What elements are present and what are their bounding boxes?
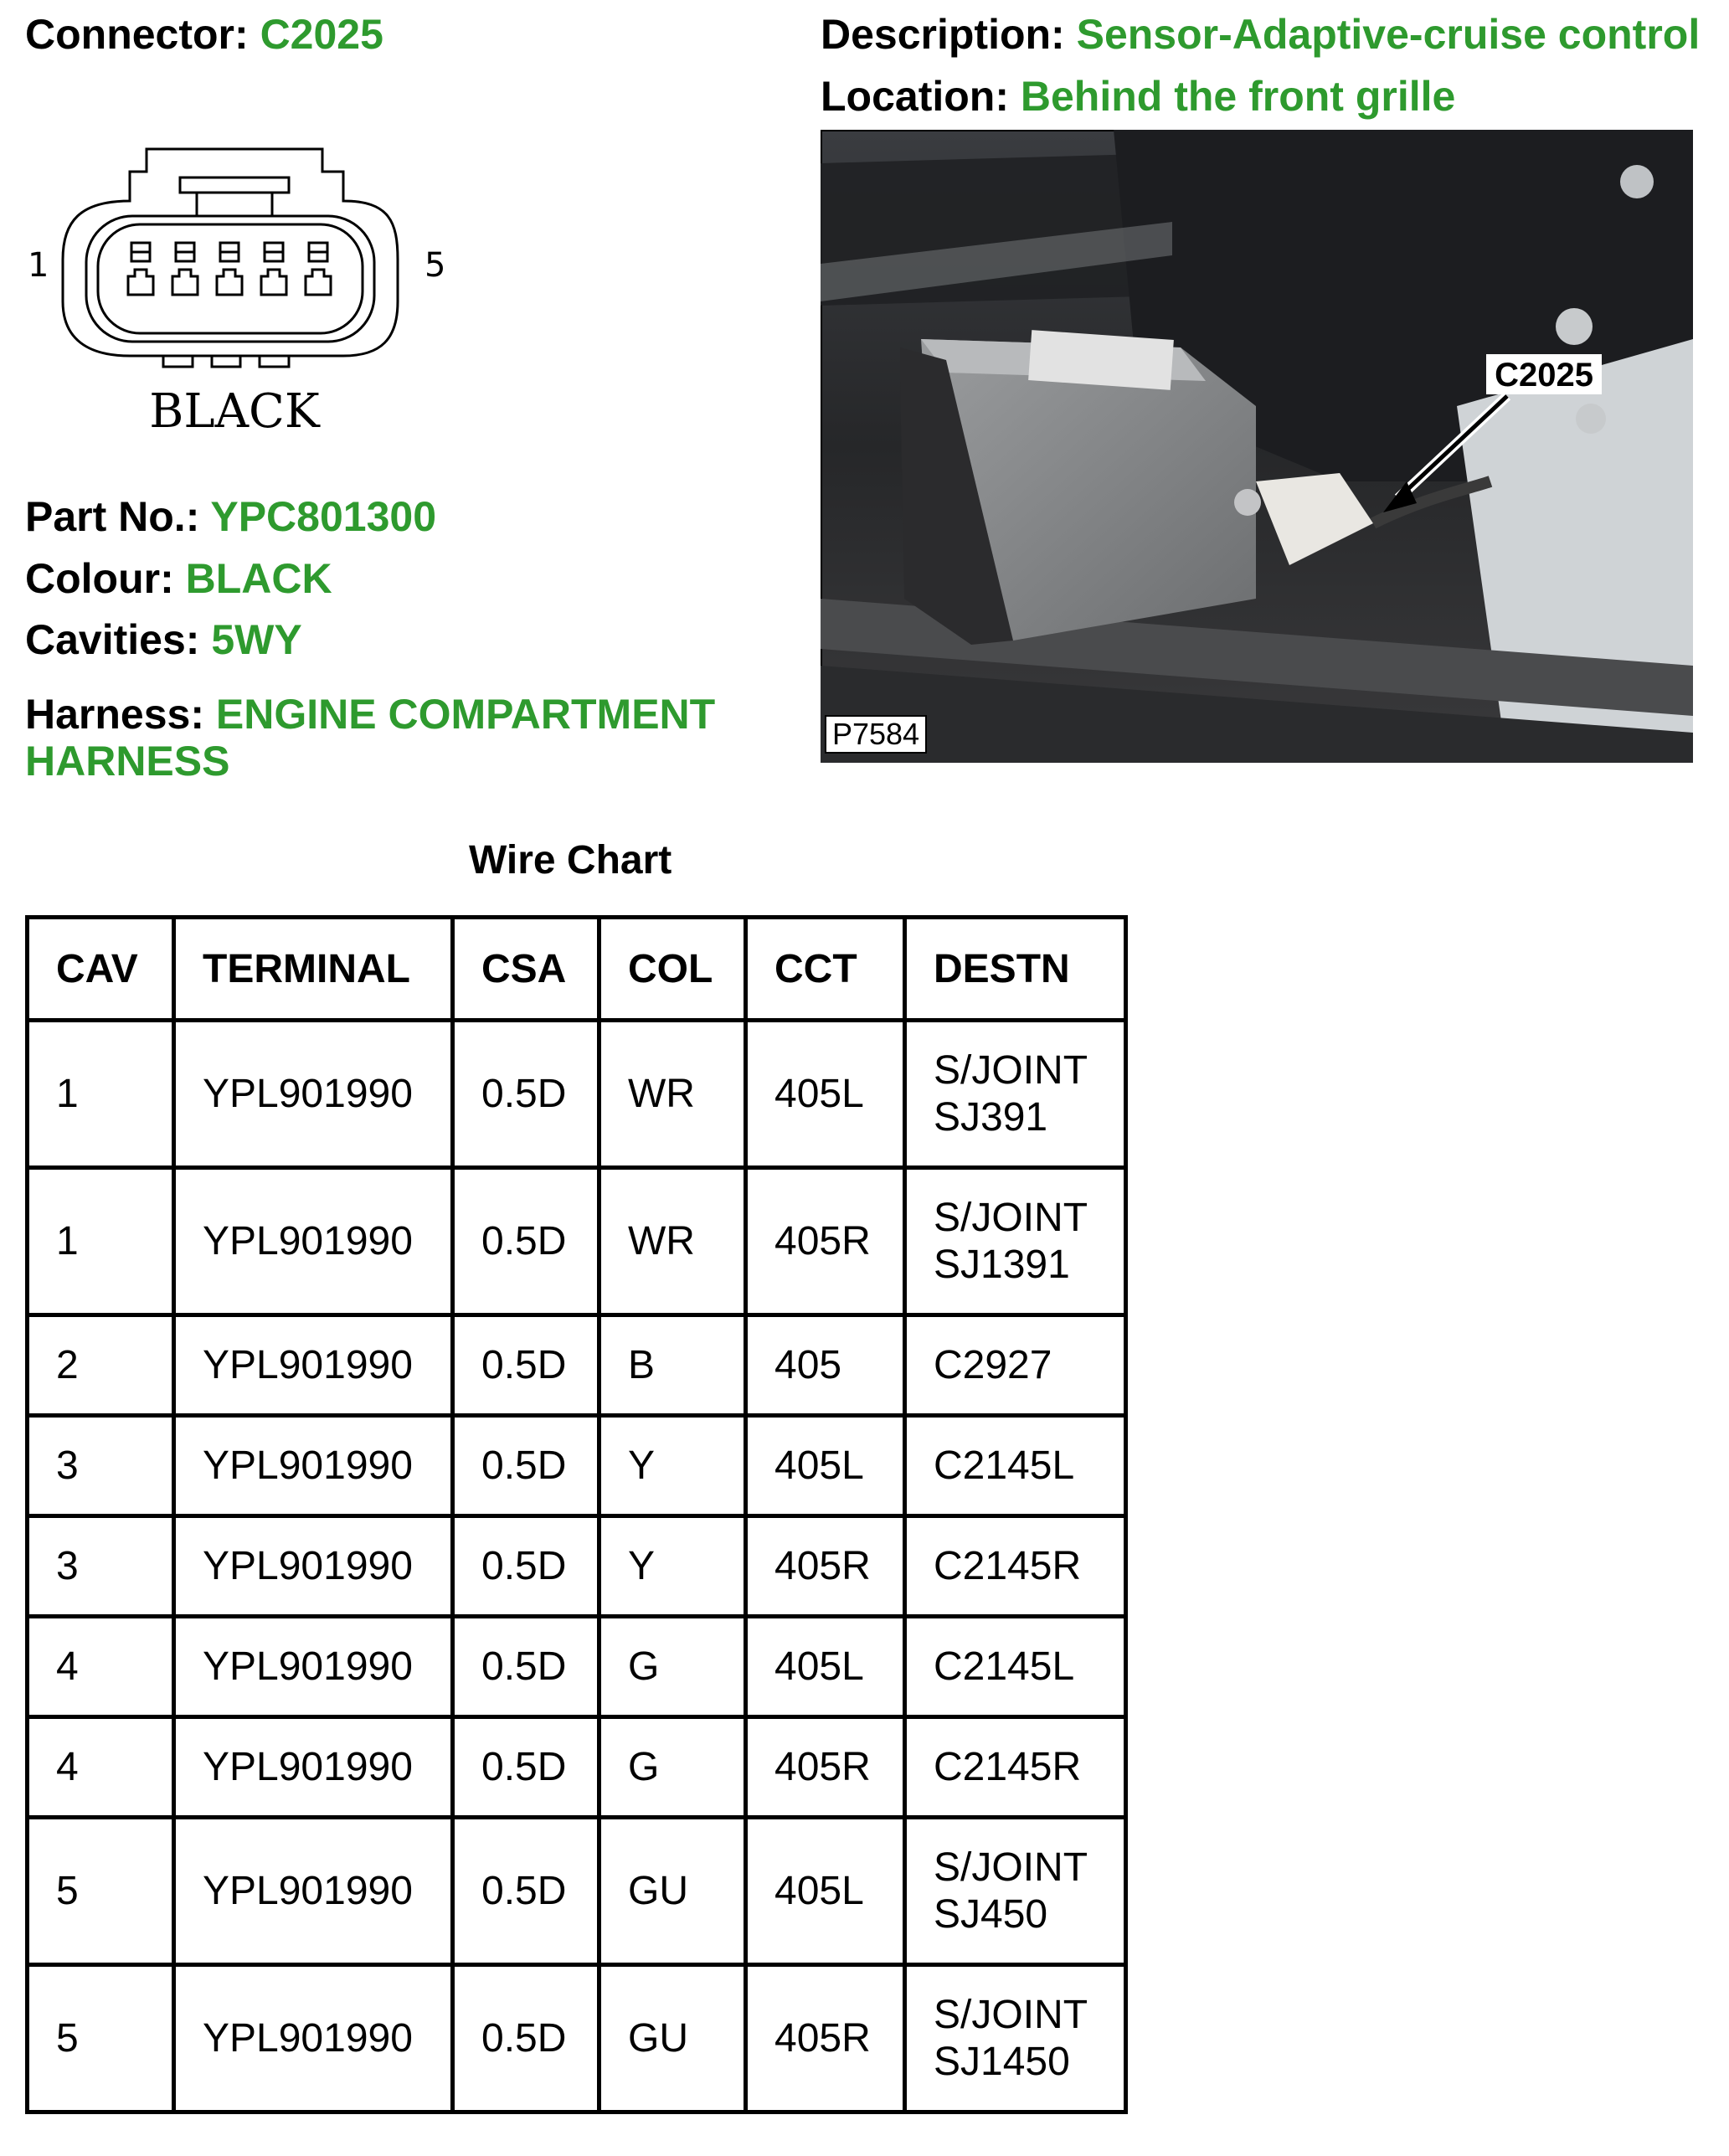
cell-cct: 405R xyxy=(746,1717,905,1818)
wire-chart-header-row xyxy=(28,918,1126,1021)
photo-id-label: P7584 xyxy=(831,717,920,751)
location-label: Location: xyxy=(821,73,1009,120)
cavities-field xyxy=(25,617,302,663)
cell-destn: C2145R xyxy=(905,1516,1126,1617)
cell-cav: 4 xyxy=(28,1717,174,1818)
cell-destn: C2145L xyxy=(905,1416,1126,1516)
table-row xyxy=(28,1818,1126,1965)
cell-cav: 2 xyxy=(28,1315,174,1416)
cell-cav: 1 xyxy=(28,1168,174,1315)
cell-csa: 0.5D xyxy=(453,1021,599,1168)
cell-col: WR xyxy=(599,1021,746,1168)
connector-diagram xyxy=(21,142,456,444)
cavities-value: 5WY xyxy=(211,616,302,663)
cell-terminal: YPL901990 xyxy=(174,1315,453,1416)
connector-value: C2025 xyxy=(260,11,383,58)
cell-col: G xyxy=(599,1717,746,1818)
header-csa: CSA xyxy=(453,918,599,1021)
part-no-value: YPC801300 xyxy=(210,493,437,540)
destn-line: S/JOINT xyxy=(934,1196,1088,1241)
cell-csa: 0.5D xyxy=(453,1315,599,1416)
harness-field xyxy=(25,692,715,738)
table-row xyxy=(28,1416,1126,1516)
cell-terminal: YPL901990 xyxy=(174,1965,453,2112)
cell-destn: C2927 xyxy=(905,1315,1126,1416)
cell-cav: 4 xyxy=(28,1617,174,1717)
header-terminal: TERMINAL xyxy=(174,918,453,1021)
cell-cct: 405L xyxy=(746,1818,905,1965)
header-destn: DESTN xyxy=(905,918,1126,1021)
cell-destn xyxy=(905,1168,1126,1315)
location-value: Behind the front grille xyxy=(1020,73,1456,120)
destn-line: S/JOINT xyxy=(934,1845,1088,1891)
part-no-field xyxy=(25,494,436,540)
description-label: Description: xyxy=(821,11,1065,58)
cell-cct: 405 xyxy=(746,1315,905,1416)
cell-terminal: YPL901990 xyxy=(174,1717,453,1818)
cell-destn xyxy=(905,1818,1126,1965)
header-col: COL xyxy=(599,918,746,1021)
table-row xyxy=(28,1717,1126,1818)
destn-line: S/JOINT xyxy=(934,1993,1088,2038)
wire-chart-table xyxy=(25,915,1128,2114)
cell-cct: 405L xyxy=(746,1416,905,1516)
cell-terminal: YPL901990 xyxy=(174,1617,453,1717)
connector-label: Connector: xyxy=(25,11,249,58)
cell-cct: 405R xyxy=(746,1168,905,1315)
cell-cav: 3 xyxy=(28,1416,174,1516)
cell-terminal: YPL901990 xyxy=(174,1516,453,1617)
cell-col: GU xyxy=(599,1965,746,2112)
pin-last-label: 5 xyxy=(425,246,446,285)
cell-col: GU xyxy=(599,1818,746,1965)
table-row xyxy=(28,1965,1126,2112)
destn-line: S/JOINT xyxy=(934,1048,1088,1093)
cell-cct: 405R xyxy=(746,1516,905,1617)
colour-label: Colour: xyxy=(25,555,174,602)
cell-cct: 405L xyxy=(746,1617,905,1717)
harness-label: Harness: xyxy=(25,691,204,738)
cell-destn xyxy=(905,1965,1126,2112)
cavities-label: Cavities: xyxy=(25,616,200,663)
cell-terminal: YPL901990 xyxy=(174,1168,453,1315)
location-field xyxy=(821,74,1455,120)
destn-line: SJ1391 xyxy=(934,1242,1070,1287)
table-row xyxy=(28,1021,1126,1168)
cell-csa: 0.5D xyxy=(453,1168,599,1315)
table-row xyxy=(28,1617,1126,1717)
cell-destn: C2145L xyxy=(905,1617,1126,1717)
table-row xyxy=(28,1516,1126,1617)
cell-csa: 0.5D xyxy=(453,1818,599,1965)
connector-field xyxy=(25,12,383,58)
cell-cct: 405R xyxy=(746,1965,905,2112)
cell-csa: 0.5D xyxy=(453,1965,599,2112)
colour-field xyxy=(25,556,332,602)
header-cav: CAV xyxy=(28,918,174,1021)
cell-cav: 5 xyxy=(28,1965,174,2112)
description-value: Sensor-Adaptive-cruise control xyxy=(1076,11,1701,58)
harness-value-line2: HARNESS xyxy=(25,738,230,785)
cell-col: Y xyxy=(599,1516,746,1617)
pin-first-label: 1 xyxy=(28,246,49,285)
cell-destn: C2145R xyxy=(905,1717,1126,1818)
cell-csa: 0.5D xyxy=(453,1617,599,1717)
cell-cct: 405L xyxy=(746,1021,905,1168)
description-field xyxy=(821,12,1700,58)
photo-callout-label: C2025 xyxy=(1495,357,1593,394)
destn-line: SJ1450 xyxy=(934,2039,1070,2084)
part-no-label: Part No.: xyxy=(25,493,200,540)
table-row xyxy=(28,1168,1126,1315)
destn-line: SJ450 xyxy=(934,1891,1048,1937)
harness-value-line1: ENGINE COMPARTMENT xyxy=(215,691,716,738)
cell-destn xyxy=(905,1021,1126,1168)
cell-cav: 1 xyxy=(28,1021,174,1168)
cell-terminal: YPL901990 xyxy=(174,1818,453,1965)
cell-terminal: YPL901990 xyxy=(174,1416,453,1516)
cell-csa: 0.5D xyxy=(453,1416,599,1516)
cell-col: B xyxy=(599,1315,746,1416)
diagram-colour-caption: BLACK xyxy=(149,384,320,439)
cell-csa: 0.5D xyxy=(453,1516,599,1617)
destn-line: SJ391 xyxy=(934,1094,1048,1140)
cell-col: WR xyxy=(599,1168,746,1315)
cell-col: G xyxy=(599,1617,746,1717)
cell-cav: 5 xyxy=(28,1818,174,1965)
cell-cav: 3 xyxy=(28,1516,174,1617)
cell-col: Y xyxy=(599,1416,746,1516)
wire-chart-title: Wire Chart xyxy=(469,838,672,882)
cell-terminal: YPL901990 xyxy=(174,1021,453,1168)
table-row xyxy=(28,1315,1126,1416)
location-photo xyxy=(821,130,1693,763)
cell-csa: 0.5D xyxy=(453,1717,599,1818)
header-cct: CCT xyxy=(746,918,905,1021)
colour-value: BLACK xyxy=(185,555,332,602)
